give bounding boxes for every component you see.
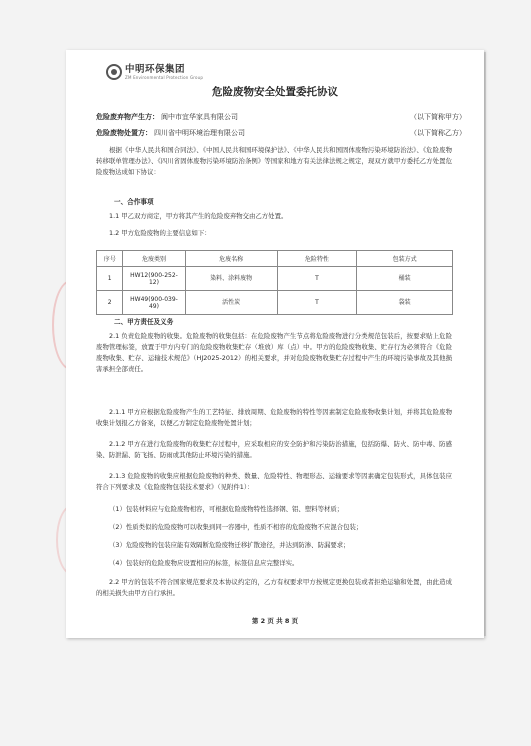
table-cell: 2 xyxy=(97,291,123,315)
list-item: （3）危险废物的包装应能有效隔断危险废物迁移扩散途径，并达到防渗、防漏要求； xyxy=(109,541,350,549)
waste-table xyxy=(96,250,453,315)
page-edge xyxy=(484,52,486,636)
table-cell: 1 xyxy=(97,267,123,291)
page-number: 第 2 页 共 8 页 xyxy=(251,617,299,625)
company-logo xyxy=(106,64,203,80)
section1-heading: 一、合作事项 xyxy=(114,198,154,206)
logo-icon xyxy=(106,64,122,80)
section2-heading: 二、甲方责任及义务 xyxy=(114,318,174,326)
logo-subtitle: ZM Environmental Protection Group xyxy=(125,74,204,80)
table-cell: HW12(900-252-12) xyxy=(123,267,185,291)
list-item: （1）包装材料应与危险废物相容，可根据危险废物特性选择钢、铝、塑料等材质； xyxy=(109,505,344,513)
handler-note: （以下简称乙方） xyxy=(410,129,466,137)
intro-paragraph: 根据《中华人民共和国合同法》、《中国人民共和国环境保护法》、《中华人民共和国固体废物污染环境防治法》、《危险废物转移联单管理办法》、《四川省固体废物污染环境防治条例》等国家和地方有关法律法规之规定，现双方就甲方委托乙方处置危险废物达成如下协议： xyxy=(96,146,452,176)
table-row xyxy=(97,267,453,291)
producer-line xyxy=(96,112,466,122)
table-header-cell: 危废名称 xyxy=(185,251,277,267)
table-cell: 袋装 xyxy=(357,291,453,315)
clause-2-1-2: 2.1.2 甲方在进行危险废物的收集贮存过程中，应采取相应的安全防护和污染防治措施，包括防爆、防火、防中毒、防感染、防泄漏、防飞扬、防雨或其他防止环境污染的措施。 xyxy=(96,440,452,459)
table-cell: T xyxy=(277,291,356,315)
table-header-cell: 危废类别 xyxy=(123,251,185,267)
clause-2-2: 2.2 甲方的包装不符合国家规范要求及本协议约定的，乙方有权要求甲方按规定更换包装或者拒绝运输和处置，由此造成的相关损失由甲方自行承担。 xyxy=(96,578,452,597)
clause-2-1-1: 2.1.1 甲方应根据危险废物产生的工艺特征、排放周期、危险废物的特性等因素制定危险废物收集计划，并将其危险废物收集计划报乙方备案，以便乙方制定危险废物处置计划； xyxy=(96,408,452,427)
table-row xyxy=(97,291,453,315)
list-item: （4）包装好的危险废物应设置相应的标签，标签信息应完整详实。 xyxy=(109,559,299,567)
handler-name: 四川省中明环境治理有限公司 xyxy=(154,129,245,137)
table-cell: 活性炭 xyxy=(185,291,277,315)
document-title: 危险废物安全处置委托协议 xyxy=(212,86,338,98)
table-header-cell: 包装方式 xyxy=(357,251,453,267)
logo-name: 中明环保集团 xyxy=(125,63,186,75)
table-header-row xyxy=(97,251,453,267)
document-page xyxy=(66,50,484,638)
clause-1-1: 1.1 甲乙双方商定，甲方将其产生的危险废弃物交由乙方处置。 xyxy=(109,212,288,220)
producer-label: 危险废弃物产生方： xyxy=(96,113,159,121)
clause-1-2: 1.2 甲方危险废物的主要信息如下： xyxy=(109,229,211,237)
producer-name: 阆中市宜华家具有限公司 xyxy=(161,113,238,121)
handler-label: 危险废物处置方： xyxy=(96,129,152,137)
table-cell: HW49(900-039-49) xyxy=(123,291,185,315)
clause-2-1-3: 2.1.3 危险废物的收集应根据危险废物的种类、数量、危险特性、物理形态、运输要求等因素确定包装形式，具体包装应符合下列要求及《危险废物包装技术要求》（见附件1）： xyxy=(96,472,452,491)
table-header-cell: 序号 xyxy=(97,251,123,267)
producer-note: （以下简称甲方） xyxy=(410,113,466,121)
table-cell: 桶装 xyxy=(357,267,453,291)
table-header-cell: 危险特性 xyxy=(277,251,356,267)
table-cell: 染料、涂料废物 xyxy=(185,267,277,291)
handler-line xyxy=(96,128,466,138)
table-cell: T xyxy=(277,267,356,291)
clause-2-1: 2.1 负责危险废物的收集。危险废物的收集包括：在危险废物产生节点将危险废物进行分类规范包装后，按要求贴上危险废物管理标签，放置于甲方内专门的危险废物收集贮存（堆放）库（点）中。甲方的危险废物收集、贮存行为必须符合《危险废物收集、贮存、运输技术规范》（HJ2025-2012）的相关要求，并对危险废物收集贮存过程中产生的环境污染事故及其他损害承担全部责任。 xyxy=(96,332,452,373)
list-item: （2）性质类似的危险废物可以收集到同一容器中，性质不相容的危险废物不应混合包装； xyxy=(109,523,363,531)
